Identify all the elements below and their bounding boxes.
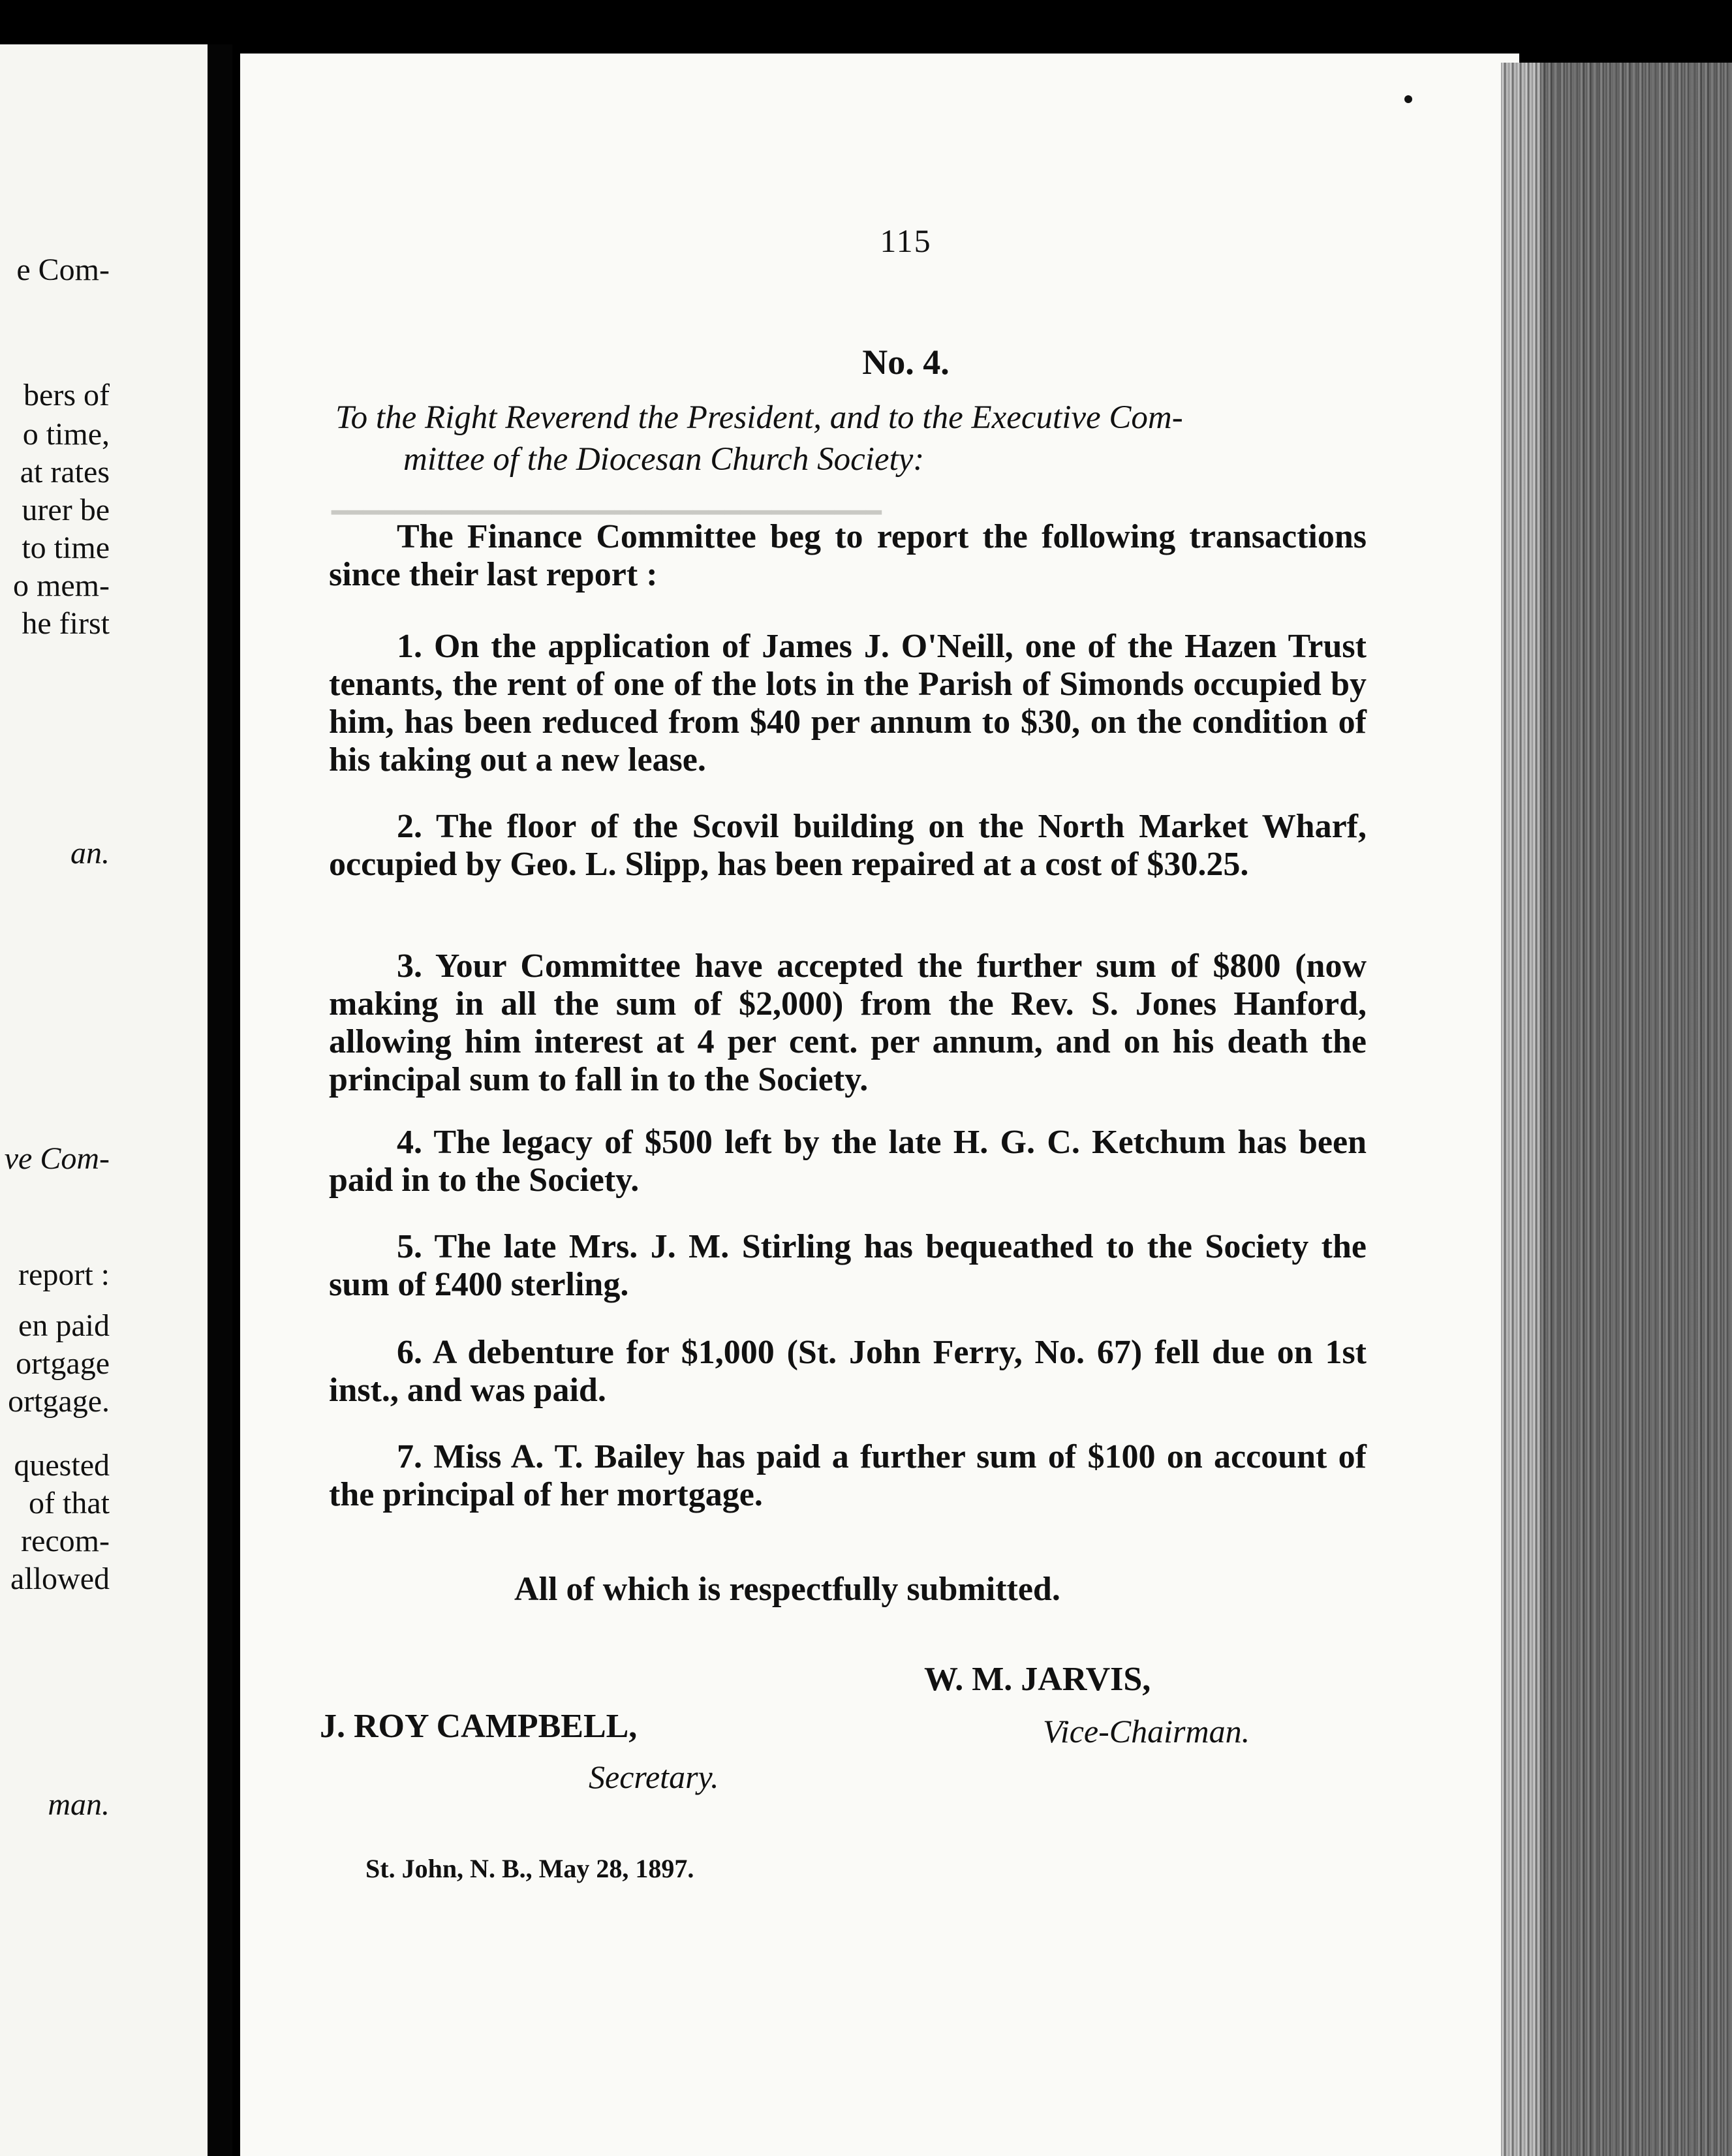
left-page-fragment: o time,	[22, 417, 110, 452]
address-line-1: To the Right Reverend the President, and to the Executive Com-	[335, 399, 1183, 436]
left-page-fragment: report :	[18, 1257, 110, 1292]
item-4: 4. The legacy of $500 left by the late H. G. C. Ketchum has been paid in to the Society.	[329, 1124, 1367, 1199]
intro-paragraph: The Finance Committee beg to report the following transactions since their last report :	[329, 518, 1367, 593]
left-page-fragment: allowed	[10, 1562, 110, 1596]
page-number: 115	[880, 223, 932, 259]
item-3: 3. Your Committee have accepted the further sum of $800 (now making in all the sum of $2,000) from the Rev. S. Jones Hanford, allowing him interest at 4 per cent. per annum, and on his death the principal sum to fall in to the Society.	[329, 947, 1367, 1098]
left-page-fragment: e Com-	[16, 253, 110, 287]
item-2: 2. The floor of the Scovil building on the North Market Wharf, occupied by Geo. L. Slipp, has been repaired at a cost of $30.25.	[329, 808, 1367, 883]
address-line-2: mittee of the Diocesan Church Society:	[403, 441, 925, 478]
secretary-title: Secretary.	[589, 1759, 719, 1795]
show-through-bleed: ━━━━━━━━━━━━━━━━━━━━━━━━━━━━━━━━━━━	[332, 498, 882, 527]
closing-line: All of which is respectfully submitted.	[514, 1571, 1060, 1608]
book-page-edges-shadow	[1540, 63, 1732, 2156]
item-1: 1. On the application of James J. O'Neill, one of the Hazen Trust tenants, the rent of one of the lots in the Parish of Simonds occupied by him, has been reduced from $40 per annum to $30, on the condition of his taking out a new lease.	[329, 628, 1367, 778]
left-page-fragment: ve Com-	[4, 1141, 110, 1176]
vice-chairman-name: W. M. JARVIS,	[924, 1661, 1151, 1698]
secretary-name: J. ROY CAMPBELL,	[320, 1708, 638, 1745]
left-page-fragment: ortgage.	[8, 1384, 110, 1419]
left-page-fragment: at rates	[20, 455, 110, 489]
left-page-fragment: to time	[22, 531, 110, 565]
left-page-fragment: ortgage	[16, 1346, 110, 1381]
document-number: No. 4.	[862, 343, 950, 382]
left-page-fragment: man.	[48, 1787, 110, 1822]
left-facing-page	[0, 44, 208, 2156]
left-page-fragment: urer be	[22, 493, 110, 527]
left-page-fragment: an.	[70, 836, 110, 870]
item-6: 6. A debenture for $1,000 (St. John Ferry, No. 67) fell due on 1st inst., and was paid.	[329, 1334, 1367, 1409]
book-gutter	[208, 44, 232, 2156]
left-page-fragment: bers of	[23, 378, 110, 412]
item-5: 5. The late Mrs. J. M. Stirling has bequeathed to the Society the sum of £400 sterling.	[329, 1228, 1367, 1303]
vice-chairman-title: Vice-Chairman.	[1043, 1713, 1250, 1749]
address-heading	[335, 397, 1365, 480]
item-7: 7. Miss A. T. Bailey has paid a further sum of $100 on account of the principal of her mortgage.	[329, 1438, 1367, 1513]
left-page-fragment: he first	[22, 606, 110, 641]
left-page-fragment: o mem-	[13, 568, 110, 603]
main-page	[240, 54, 1519, 2156]
ink-spot	[1404, 95, 1412, 103]
left-page-fragment: of that	[29, 1486, 110, 1520]
dateline: St. John, N. B., May 28, 1897.	[365, 1854, 694, 1883]
left-page-fragment: quested	[14, 1448, 110, 1483]
left-page-fragment: recom-	[21, 1524, 110, 1558]
left-page-fragment: en paid	[18, 1308, 110, 1343]
